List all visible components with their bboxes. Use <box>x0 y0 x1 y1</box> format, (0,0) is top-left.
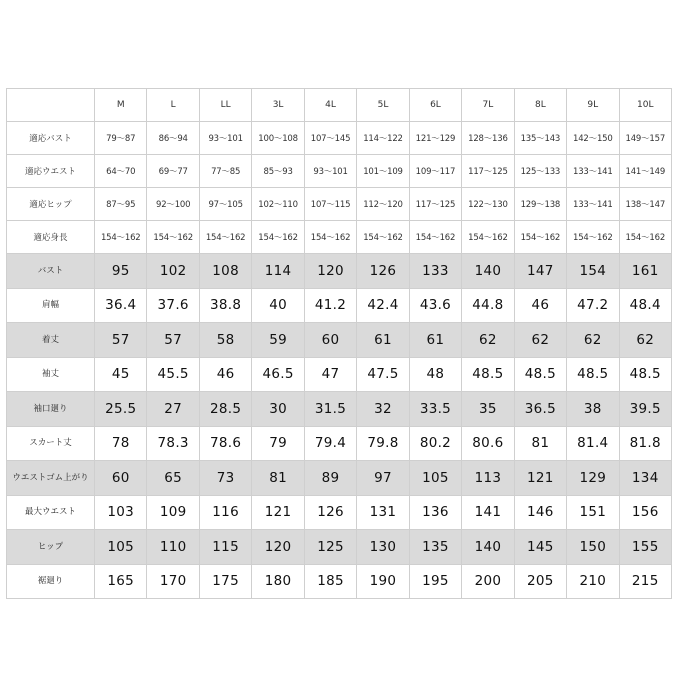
value-cell: 134 <box>619 461 671 496</box>
value-cell: 120 <box>252 530 304 565</box>
value-cell: 155 <box>619 530 671 565</box>
value-cell: 42.4 <box>357 288 409 323</box>
measurement-row <box>7 564 672 599</box>
size-header-cell: 10L <box>619 89 671 122</box>
value-cell: 105 <box>95 530 147 565</box>
value-cell: 122～130 <box>462 188 514 221</box>
size-header-cell: 6L <box>409 89 461 122</box>
value-cell: 161 <box>619 254 671 289</box>
value-cell: 44.8 <box>462 288 514 323</box>
value-cell: 48.4 <box>619 288 671 323</box>
value-cell: 136 <box>409 495 461 530</box>
value-cell: 58 <box>199 323 251 358</box>
row-label: スカート丈 <box>7 426 95 461</box>
value-cell: 65 <box>147 461 199 496</box>
value-cell: 69～77 <box>147 155 199 188</box>
value-cell: 77～85 <box>199 155 251 188</box>
value-cell: 41.2 <box>304 288 356 323</box>
value-cell: 79.4 <box>304 426 356 461</box>
value-cell: 64～70 <box>95 155 147 188</box>
measurement-row <box>7 530 672 565</box>
value-cell: 78 <box>95 426 147 461</box>
value-cell: 117～125 <box>409 188 461 221</box>
value-cell: 140 <box>462 254 514 289</box>
value-cell: 40 <box>252 288 304 323</box>
value-cell: 81 <box>514 426 566 461</box>
value-cell: 121 <box>514 461 566 496</box>
value-cell: 60 <box>95 461 147 496</box>
fit-range-row <box>7 188 672 221</box>
value-cell: 135 <box>409 530 461 565</box>
value-cell: 92～100 <box>147 188 199 221</box>
value-cell: 135～143 <box>514 122 566 155</box>
value-cell: 48.5 <box>567 357 619 392</box>
value-cell: 141～149 <box>619 155 671 188</box>
value-cell: 126 <box>357 254 409 289</box>
value-cell: 61 <box>409 323 461 358</box>
value-cell: 154～162 <box>567 221 619 254</box>
value-cell: 145 <box>514 530 566 565</box>
value-cell: 32 <box>357 392 409 427</box>
value-cell: 38 <box>567 392 619 427</box>
value-cell: 36.5 <box>514 392 566 427</box>
value-cell: 190 <box>357 564 409 599</box>
value-cell: 61 <box>357 323 409 358</box>
row-label: 最大ウエスト <box>7 495 95 530</box>
value-cell: 147 <box>514 254 566 289</box>
row-label: 袖丈 <box>7 357 95 392</box>
value-cell: 79 <box>252 426 304 461</box>
value-cell: 105 <box>409 461 461 496</box>
value-cell: 81 <box>252 461 304 496</box>
header-corner-cell <box>7 89 95 122</box>
value-cell: 45 <box>95 357 147 392</box>
fit-range-row <box>7 155 672 188</box>
value-cell: 47.2 <box>567 288 619 323</box>
value-cell: 154～162 <box>514 221 566 254</box>
value-cell: 126 <box>304 495 356 530</box>
value-cell: 35 <box>462 392 514 427</box>
value-cell: 36.4 <box>95 288 147 323</box>
row-label: 適応バスト <box>7 122 95 155</box>
value-cell: 62 <box>567 323 619 358</box>
value-cell: 38.8 <box>199 288 251 323</box>
value-cell: 117～125 <box>462 155 514 188</box>
value-cell: 150 <box>567 530 619 565</box>
value-cell: 195 <box>409 564 461 599</box>
value-cell: 93～101 <box>304 155 356 188</box>
size-header-cell: 8L <box>514 89 566 122</box>
fit-range-row <box>7 122 672 155</box>
measurement-row <box>7 461 672 496</box>
value-cell: 125～133 <box>514 155 566 188</box>
value-cell: 25.5 <box>95 392 147 427</box>
size-header-cell: 7L <box>462 89 514 122</box>
measurement-row <box>7 288 672 323</box>
row-label: 袖口廻り <box>7 392 95 427</box>
value-cell: 146 <box>514 495 566 530</box>
value-cell: 180 <box>252 564 304 599</box>
value-cell: 46 <box>514 288 566 323</box>
measurement-row <box>7 254 672 289</box>
value-cell: 78.3 <box>147 426 199 461</box>
value-cell: 205 <box>514 564 566 599</box>
value-cell: 78.6 <box>199 426 251 461</box>
value-cell: 114～122 <box>357 122 409 155</box>
value-cell: 138～147 <box>619 188 671 221</box>
value-cell: 47 <box>304 357 356 392</box>
value-cell: 46.5 <box>252 357 304 392</box>
value-cell: 107～145 <box>304 122 356 155</box>
value-cell: 154～162 <box>409 221 461 254</box>
value-cell: 85～93 <box>252 155 304 188</box>
fit-range-row <box>7 221 672 254</box>
row-label: ヒップ <box>7 530 95 565</box>
value-cell: 97 <box>357 461 409 496</box>
value-cell: 103 <box>95 495 147 530</box>
value-cell: 28.5 <box>199 392 251 427</box>
value-cell: 101～109 <box>357 155 409 188</box>
value-cell: 154～162 <box>95 221 147 254</box>
value-cell: 154～162 <box>147 221 199 254</box>
value-cell: 151 <box>567 495 619 530</box>
row-label: バスト <box>7 254 95 289</box>
measurement-row <box>7 323 672 358</box>
value-cell: 43.6 <box>409 288 461 323</box>
value-cell: 154 <box>567 254 619 289</box>
value-cell: 93～101 <box>199 122 251 155</box>
measurement-row <box>7 426 672 461</box>
value-cell: 154～162 <box>462 221 514 254</box>
size-header-cell: L <box>147 89 199 122</box>
value-cell: 142～150 <box>567 122 619 155</box>
value-cell: 37.6 <box>147 288 199 323</box>
value-cell: 140 <box>462 530 514 565</box>
value-cell: 112～120 <box>357 188 409 221</box>
value-cell: 170 <box>147 564 199 599</box>
size-header-row <box>7 89 672 122</box>
value-cell: 110 <box>147 530 199 565</box>
value-cell: 113 <box>462 461 514 496</box>
value-cell: 89 <box>304 461 356 496</box>
value-cell: 95 <box>95 254 147 289</box>
value-cell: 102～110 <box>252 188 304 221</box>
value-cell: 154～162 <box>357 221 409 254</box>
size-header-cell: 4L <box>304 89 356 122</box>
value-cell: 210 <box>567 564 619 599</box>
size-chart-table <box>6 88 672 599</box>
value-cell: 86～94 <box>147 122 199 155</box>
value-cell: 128～136 <box>462 122 514 155</box>
measurement-row <box>7 495 672 530</box>
row-label: ウエストゴム上がり <box>7 461 95 496</box>
size-header-cell: 9L <box>567 89 619 122</box>
value-cell: 133 <box>409 254 461 289</box>
value-cell: 120 <box>304 254 356 289</box>
value-cell: 154～162 <box>304 221 356 254</box>
value-cell: 102 <box>147 254 199 289</box>
value-cell: 133～141 <box>567 155 619 188</box>
value-cell: 33.5 <box>409 392 461 427</box>
row-label: 裾廻り <box>7 564 95 599</box>
row-label: 肩幅 <box>7 288 95 323</box>
value-cell: 156 <box>619 495 671 530</box>
value-cell: 109 <box>147 495 199 530</box>
value-cell: 27 <box>147 392 199 427</box>
value-cell: 215 <box>619 564 671 599</box>
value-cell: 107～115 <box>304 188 356 221</box>
value-cell: 73 <box>199 461 251 496</box>
value-cell: 79～87 <box>95 122 147 155</box>
value-cell: 109～117 <box>409 155 461 188</box>
value-cell: 30 <box>252 392 304 427</box>
value-cell: 57 <box>95 323 147 358</box>
value-cell: 185 <box>304 564 356 599</box>
value-cell: 57 <box>147 323 199 358</box>
value-cell: 129～138 <box>514 188 566 221</box>
size-header-cell: LL <box>199 89 251 122</box>
value-cell: 62 <box>514 323 566 358</box>
value-cell: 129 <box>567 461 619 496</box>
value-cell: 39.5 <box>619 392 671 427</box>
value-cell: 59 <box>252 323 304 358</box>
size-header-cell: 5L <box>357 89 409 122</box>
value-cell: 47.5 <box>357 357 409 392</box>
value-cell: 108 <box>199 254 251 289</box>
value-cell: 154～162 <box>619 221 671 254</box>
size-table-body <box>7 122 672 599</box>
value-cell: 60 <box>304 323 356 358</box>
value-cell: 62 <box>619 323 671 358</box>
value-cell: 46 <box>199 357 251 392</box>
value-cell: 131 <box>357 495 409 530</box>
value-cell: 45.5 <box>147 357 199 392</box>
value-cell: 133～141 <box>567 188 619 221</box>
value-cell: 79.8 <box>357 426 409 461</box>
value-cell: 100～108 <box>252 122 304 155</box>
value-cell: 48.5 <box>514 357 566 392</box>
value-cell: 200 <box>462 564 514 599</box>
value-cell: 81.8 <box>619 426 671 461</box>
value-cell: 97～105 <box>199 188 251 221</box>
row-label: 適応身長 <box>7 221 95 254</box>
value-cell: 154～162 <box>252 221 304 254</box>
size-header-cell: M <box>95 89 147 122</box>
value-cell: 115 <box>199 530 251 565</box>
value-cell: 48 <box>409 357 461 392</box>
value-cell: 130 <box>357 530 409 565</box>
value-cell: 81.4 <box>567 426 619 461</box>
value-cell: 154～162 <box>199 221 251 254</box>
value-cell: 121～129 <box>409 122 461 155</box>
measurement-row <box>7 357 672 392</box>
value-cell: 125 <box>304 530 356 565</box>
value-cell: 116 <box>199 495 251 530</box>
value-cell: 149～157 <box>619 122 671 155</box>
value-cell: 87～95 <box>95 188 147 221</box>
row-label: 適応ウエスト <box>7 155 95 188</box>
size-header-cell: 3L <box>252 89 304 122</box>
value-cell: 48.5 <box>619 357 671 392</box>
value-cell: 48.5 <box>462 357 514 392</box>
value-cell: 175 <box>199 564 251 599</box>
value-cell: 114 <box>252 254 304 289</box>
value-cell: 165 <box>95 564 147 599</box>
value-cell: 62 <box>462 323 514 358</box>
value-cell: 31.5 <box>304 392 356 427</box>
value-cell: 80.2 <box>409 426 461 461</box>
row-label: 着丈 <box>7 323 95 358</box>
row-label: 適応ヒップ <box>7 188 95 221</box>
value-cell: 141 <box>462 495 514 530</box>
value-cell: 80.6 <box>462 426 514 461</box>
value-cell: 121 <box>252 495 304 530</box>
measurement-row <box>7 392 672 427</box>
